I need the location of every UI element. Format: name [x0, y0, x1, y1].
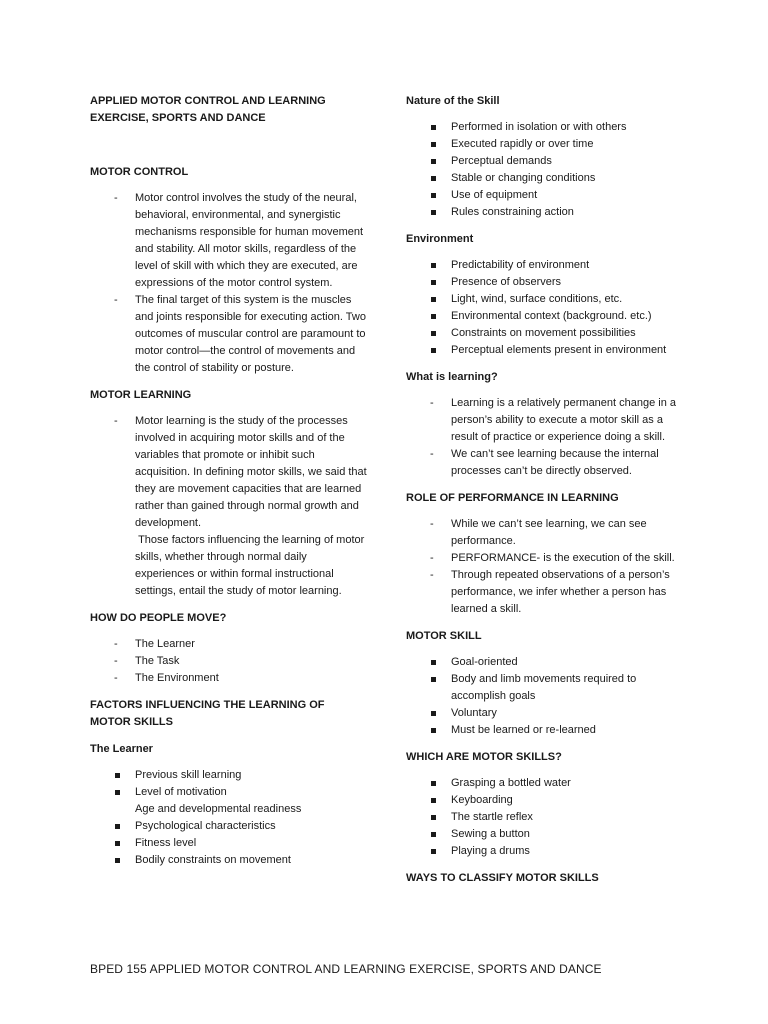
list-item: - PERFORMANCE- is the execution of the skill. — [406, 550, 682, 567]
how-people-move-list — [90, 636, 368, 687]
list-item: - The final target of this system is the muscles and joints responsible for executing action. Two outcomes of muscular control are paramount to motor control—the control of movements and the control of stability or posture. — [90, 292, 368, 377]
list-item: - While we can’t see learning, we can see performance. — [406, 516, 682, 550]
left-column — [90, 93, 368, 869]
environment-list — [406, 257, 682, 359]
list-item: Performed in isolation or with others — [406, 119, 682, 136]
the-learner-list — [90, 767, 368, 869]
list-item: Voluntary — [406, 705, 682, 722]
motor-learning-heading: MOTOR LEARNING — [90, 389, 192, 401]
list-item: Bodily constraints on movement — [90, 852, 368, 869]
list-item: Body and limb movements required to accomplish goals — [406, 671, 682, 705]
list-item: - The Task — [90, 653, 368, 670]
motor-learning-text-1: Motor learning is the study of the processes involved in acquiring motor skills and of the variables that promote or inhibit such acquisition. In defining motor skills, we said that they are movement capacities that are learned rather than gained through normal growth and development. — [135, 415, 367, 529]
list-item: Constraints on movement possibilities — [406, 325, 682, 342]
factors-heading: FACTORS INFLUENCING THE LEARNING OF MOTOR SKILLS — [90, 699, 325, 728]
what-is-learning-list — [406, 395, 682, 480]
motor-control-list — [90, 190, 368, 377]
motor-skill-heading: MOTOR SKILL — [406, 630, 482, 642]
list-item: Rules constraining action — [406, 204, 682, 221]
environment-heading: Environment — [406, 233, 474, 245]
list-item: Fitness level — [90, 835, 368, 852]
right-column — [406, 93, 682, 887]
motor-learning-list — [90, 413, 368, 600]
list-item — [90, 413, 368, 600]
list-item: Previous skill learning — [90, 767, 368, 784]
page-footer: BPED 155 APPLIED MOTOR CONTROL AND LEARNING EXERCISE, SPORTS AND DANCE — [90, 962, 602, 976]
list-item: - Learning is a relatively permanent change in a person’s ability to execute a motor skill as a result of practice or experience doing a skill. — [406, 395, 682, 446]
list-item: Age and developmental readiness — [135, 803, 302, 815]
list-item: - We can’t see learning because the internal processes can’t be directly observed. — [406, 446, 682, 480]
list-item: - The Environment — [90, 670, 368, 687]
nature-of-skill-heading: Nature of the Skill — [406, 95, 500, 107]
list-item: Executed rapidly or over time — [406, 136, 682, 153]
ways-to-classify-heading: WAYS TO CLASSIFY MOTOR SKILLS — [406, 872, 599, 884]
list-item: Stable or changing conditions — [406, 170, 682, 187]
list-item: - The Learner — [90, 636, 368, 653]
which-are-motor-skills-list — [406, 775, 682, 860]
document-title-line-2: EXERCISE, SPORTS AND DANCE — [90, 112, 266, 124]
list-item: Perceptual demands — [406, 153, 682, 170]
motor-skill-list — [406, 654, 682, 739]
list-item: Predictability of environment — [406, 257, 682, 274]
list-item: The startle reflex — [406, 809, 682, 826]
motor-control-heading: MOTOR CONTROL — [90, 166, 189, 178]
list-item: Use of equipment — [406, 187, 682, 204]
motor-learning-text-2: Those factors influencing the learning of motor skills, whether through normal daily experiences or within formal instructional settings, entail the study of motor learning. — [135, 534, 368, 597]
nature-of-skill-list — [406, 119, 682, 221]
list-item: Sewing a button — [406, 826, 682, 843]
list-item: Grasping a bottled water — [406, 775, 682, 792]
the-learner-heading: The Learner — [90, 743, 153, 755]
list-item: Psychological characteristics — [90, 818, 368, 835]
list-item: Goal-oriented — [406, 654, 682, 671]
list-item: Playing a drums — [406, 843, 682, 860]
role-of-performance-list — [406, 516, 682, 618]
list-item: Environmental context (background. etc.) — [406, 308, 682, 325]
list-item: Light, wind, surface conditions, etc. — [406, 291, 682, 308]
list-item: - Through repeated observations of a person’s performance, we infer whether a person has learned a skill. — [406, 567, 682, 618]
how-people-move-heading: HOW DO PEOPLE MOVE? — [90, 612, 227, 624]
which-are-motor-skills-heading: WHICH ARE MOTOR SKILLS? — [406, 751, 562, 763]
list-item: - Motor control involves the study of the neural, behavioral, environmental, and synergistic mechanisms responsible for human movement and stability. All motor skills, regardless of the level of skill with which they are executed, are expressions of the motor control system. — [90, 190, 368, 292]
list-item: Keyboarding — [406, 792, 682, 809]
list-item: Level of motivation — [90, 784, 368, 801]
what-is-learning-heading: What is learning? — [406, 371, 498, 383]
list-item: Perceptual elements present in environment — [406, 342, 682, 359]
role-of-performance-heading: ROLE OF PERFORMANCE IN LEARNING — [406, 492, 619, 504]
list-item: Must be learned or re-learned — [406, 722, 682, 739]
document-title-line-1: APPLIED MOTOR CONTROL AND LEARNING — [90, 95, 326, 107]
list-item: Presence of observers — [406, 274, 682, 291]
